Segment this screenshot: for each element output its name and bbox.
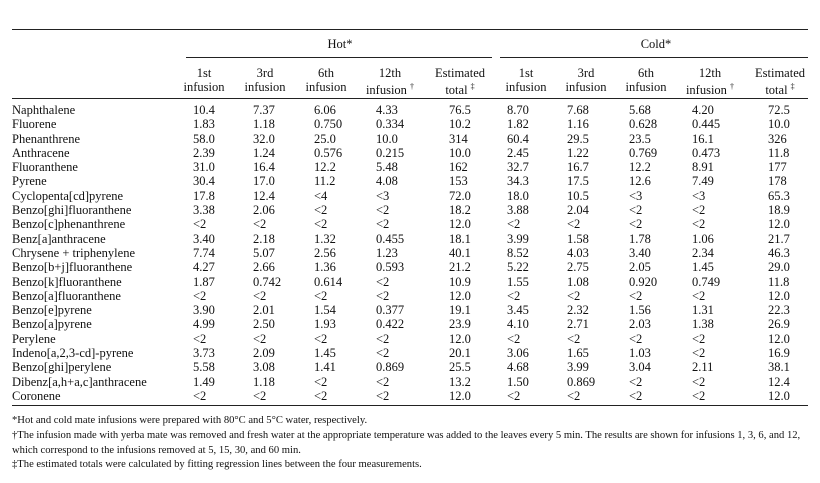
bottom-rule <box>12 405 808 406</box>
value-cell: 16.9 <box>768 346 790 361</box>
value-cell: 12.0 <box>768 217 790 232</box>
value-cell: 12.0 <box>449 331 471 346</box>
compound-name: Phenanthrene <box>12 131 81 146</box>
value-cell: 1.06 <box>692 231 714 246</box>
value-cell: 1.83 <box>193 117 215 132</box>
value-cell: 72.0 <box>449 188 471 203</box>
value-cell: 2.05 <box>629 260 651 275</box>
value-cell: 22.3 <box>768 303 790 318</box>
value-cell: 2.39 <box>193 145 215 160</box>
footnote-2: †The infusion made with yerba mate was removed and fresh water at the appropriate temperature was added to the leaves every 5 min. The results are shown for infusions 1, 3, 6, and 12, which correspond to the infusions removed at 5, 15, 30, and 60 min. <box>12 430 801 456</box>
value-cell: 162 <box>449 160 468 175</box>
table-row <box>12 346 815 360</box>
value-cell: <2 <box>567 288 581 303</box>
table-body <box>12 103 815 403</box>
value-cell: 21.2 <box>449 260 471 275</box>
value-cell: 19.1 <box>449 303 471 318</box>
cold-group-title: Cold* <box>640 37 672 51</box>
value-cell: 2.71 <box>567 317 589 332</box>
value-cell: <3 <box>692 188 706 203</box>
table-row <box>12 289 815 303</box>
value-cell: 1.45 <box>692 260 714 275</box>
value-cell: 177 <box>768 160 787 175</box>
value-cell: 30.4 <box>193 174 215 189</box>
value-cell: 10.0 <box>449 145 471 160</box>
value-cell: 0.334 <box>376 117 405 132</box>
value-cell: <2 <box>253 217 267 232</box>
value-cell: <2 <box>692 374 706 389</box>
value-cell: 40.1 <box>449 245 471 260</box>
cold-group-rule <box>500 57 808 58</box>
value-cell: 2.09 <box>253 346 275 361</box>
value-cell: 11.8 <box>768 145 790 160</box>
col-header-hot-12th: 12th infusion † <box>365 66 415 98</box>
value-cell: 12.4 <box>768 374 790 389</box>
value-cell: <2 <box>692 203 706 218</box>
value-cell: 4.08 <box>376 174 398 189</box>
value-cell: <2 <box>376 274 390 289</box>
value-cell: 1.49 <box>193 374 215 389</box>
value-cell: 0.445 <box>692 117 721 132</box>
value-cell: <2 <box>253 288 267 303</box>
value-cell: <2 <box>376 374 390 389</box>
col-header-cold-1st: 1st infusion <box>505 66 547 94</box>
value-cell: 0.750 <box>314 117 343 132</box>
col-header-hot-estimated: Estimated total ‡ <box>435 66 485 98</box>
value-cell: 26.9 <box>768 317 790 332</box>
value-cell: <2 <box>692 331 706 346</box>
value-cell: 1.58 <box>567 231 589 246</box>
value-cell: <2 <box>567 388 581 403</box>
value-cell: 18.1 <box>449 231 471 246</box>
value-cell: 0.869 <box>567 374 596 389</box>
value-cell: <2 <box>567 217 581 232</box>
compound-name: Fluoranthene <box>12 160 78 175</box>
value-cell: 326 <box>768 131 787 146</box>
value-cell: <2 <box>376 288 390 303</box>
value-cell: 2.06 <box>253 203 275 218</box>
table-row <box>12 246 815 260</box>
col-header-cold-estimated: Estimated total ‡ <box>755 66 805 98</box>
value-cell: <2 <box>567 331 581 346</box>
value-cell: 2.56 <box>314 245 336 260</box>
value-cell: <2 <box>376 203 390 218</box>
value-cell: 12.2 <box>314 160 336 175</box>
value-cell: 4.33 <box>376 103 398 117</box>
value-cell: 1.41 <box>314 360 336 375</box>
value-cell: 3.99 <box>507 231 529 246</box>
value-cell: 16.4 <box>253 160 275 175</box>
table-row <box>12 160 815 174</box>
value-cell: 10.2 <box>449 117 471 132</box>
value-cell: 0.377 <box>376 303 405 318</box>
value-cell: 0.628 <box>629 117 658 132</box>
value-cell: <2 <box>629 203 643 218</box>
value-cell: <2 <box>692 346 706 361</box>
value-cell: 18.0 <box>507 188 529 203</box>
value-cell: 4.10 <box>507 317 529 332</box>
value-cell: 153 <box>449 174 468 189</box>
value-cell: <2 <box>193 217 207 232</box>
compound-name: Indeno[a,2,3-cd]-pyrene <box>12 346 134 361</box>
value-cell: 23.5 <box>629 131 651 146</box>
value-cell: 3.90 <box>193 303 215 318</box>
value-cell: 1.32 <box>314 231 336 246</box>
value-cell: 11.2 <box>314 174 336 189</box>
value-cell: <2 <box>376 346 390 361</box>
value-cell: 2.34 <box>692 245 714 260</box>
value-cell: <2 <box>193 288 207 303</box>
value-cell: 20.1 <box>449 346 471 361</box>
value-cell: 10.0 <box>376 131 398 146</box>
value-cell: <3 <box>376 188 390 203</box>
value-cell: 29.5 <box>567 131 589 146</box>
value-cell: 3.45 <box>507 303 529 318</box>
value-cell: 5.22 <box>507 260 529 275</box>
compound-name: Perylene <box>12 331 56 346</box>
col-header-hot-3rd: 3rd infusion <box>244 66 286 94</box>
value-cell: <2 <box>507 288 521 303</box>
value-cell: <2 <box>629 217 643 232</box>
col-header-hot-1st: 1st infusion <box>183 66 225 94</box>
table-row <box>12 389 815 403</box>
compound-name: Benzo[k]fluoranthene <box>12 274 122 289</box>
compound-name: Benzo[e]pyrene <box>12 303 92 318</box>
value-cell: <2 <box>314 288 328 303</box>
value-cell: 21.7 <box>768 231 790 246</box>
compound-name: Benz[a]anthracene <box>12 231 106 246</box>
value-cell: 12.0 <box>768 331 790 346</box>
table-row <box>12 217 815 231</box>
value-cell: 0.614 <box>314 274 343 289</box>
value-cell: 5.58 <box>193 360 215 375</box>
value-cell: 1.18 <box>253 117 275 132</box>
value-cell: <2 <box>629 288 643 303</box>
value-cell: <2 <box>314 331 328 346</box>
value-cell: <2 <box>507 217 521 232</box>
value-cell: 4.27 <box>193 260 215 275</box>
top-rule <box>12 29 808 30</box>
value-cell: 10.5 <box>567 188 589 203</box>
value-cell: 7.74 <box>193 245 215 260</box>
value-cell: <2 <box>629 388 643 403</box>
header-rule <box>12 98 808 99</box>
col-header-cold-3rd: 3rd infusion <box>565 66 607 94</box>
footnote-3: ‡The estimated totals were calculated by fitting regression lines between the four measurements. <box>12 459 422 470</box>
value-cell: 1.24 <box>253 145 275 160</box>
value-cell: 4.03 <box>567 245 589 260</box>
table-row <box>12 317 815 331</box>
value-cell: 5.68 <box>629 103 651 117</box>
compound-name: Anthracene <box>12 145 70 160</box>
value-cell: <4 <box>314 188 328 203</box>
value-cell: 0.576 <box>314 145 343 160</box>
value-cell: 0.869 <box>376 360 405 375</box>
value-cell: 1.65 <box>567 346 589 361</box>
value-cell: 12.4 <box>253 188 275 203</box>
value-cell: 12.0 <box>768 388 790 403</box>
value-cell: 1.93 <box>314 317 336 332</box>
value-cell: 2.32 <box>567 303 589 318</box>
value-cell: 3.38 <box>193 203 215 218</box>
value-cell: 16.7 <box>567 160 589 175</box>
compound-name: Benzo[ghi]fluoranthene <box>12 203 132 218</box>
value-cell: 3.88 <box>507 203 529 218</box>
value-cell: 3.06 <box>507 346 529 361</box>
value-cell: 7.68 <box>567 103 589 117</box>
value-cell: 17.0 <box>253 174 275 189</box>
value-cell: 1.45 <box>314 346 336 361</box>
value-cell: 1.54 <box>314 303 336 318</box>
value-cell: <2 <box>314 203 328 218</box>
value-cell: 25.5 <box>449 360 471 375</box>
hot-group-rule <box>186 57 492 58</box>
value-cell: 10.9 <box>449 274 471 289</box>
value-cell: 10.4 <box>193 103 215 117</box>
value-cell: 3.04 <box>629 360 651 375</box>
value-cell: 178 <box>768 174 787 189</box>
value-cell: 23.9 <box>449 317 471 332</box>
value-cell: 16.1 <box>692 131 714 146</box>
value-cell: 1.23 <box>376 245 398 260</box>
col-header-cold-6th: 6th infusion <box>625 66 667 94</box>
table-row <box>12 203 815 217</box>
value-cell: 0.749 <box>692 274 721 289</box>
footnote-1: *Hot and cold mate infusions were prepared with 80°C and 5°C water, respectively. <box>12 415 368 426</box>
compound-name: Dibenz[a,h+a,c]anthracene <box>12 374 147 389</box>
value-cell: 2.04 <box>567 203 589 218</box>
value-cell: <2 <box>376 388 390 403</box>
value-cell: 7.37 <box>253 103 275 117</box>
compound-name: Benzo[a]fluoranthene <box>12 288 121 303</box>
value-cell: 32.7 <box>507 160 529 175</box>
table-row <box>12 146 815 160</box>
value-cell: 12.0 <box>449 288 471 303</box>
table-row <box>12 103 815 117</box>
value-cell: 2.50 <box>253 317 275 332</box>
value-cell: 18.9 <box>768 203 790 218</box>
col-header-cold-12th: 12th infusion † <box>685 66 735 98</box>
value-cell: 0.920 <box>629 274 658 289</box>
value-cell: 1.82 <box>507 117 529 132</box>
value-cell: 18.2 <box>449 203 471 218</box>
value-cell: 8.91 <box>692 160 714 175</box>
value-cell: 1.87 <box>193 274 215 289</box>
table-row <box>12 117 815 131</box>
value-cell: 10.0 <box>768 117 790 132</box>
value-cell: 6.06 <box>314 103 336 117</box>
compound-name: Coronene <box>12 388 61 403</box>
table-row <box>12 275 815 289</box>
value-cell: 1.22 <box>567 145 589 160</box>
value-cell: 17.5 <box>567 174 589 189</box>
value-cell: 3.99 <box>567 360 589 375</box>
value-cell: 12.6 <box>629 174 651 189</box>
col-header-hot-6th: 6th infusion <box>305 66 347 94</box>
table-row <box>12 360 815 374</box>
compound-name: Cyclopenta[cd]pyrene <box>12 188 124 203</box>
value-cell: 46.3 <box>768 245 790 260</box>
value-cell: 3.08 <box>253 360 275 375</box>
value-cell: 4.68 <box>507 360 529 375</box>
value-cell: 8.70 <box>507 103 529 117</box>
value-cell: 2.18 <box>253 231 275 246</box>
value-cell: 58.0 <box>193 131 215 146</box>
value-cell: 17.8 <box>193 188 215 203</box>
value-cell: 29.0 <box>768 260 790 275</box>
value-cell: <2 <box>507 331 521 346</box>
value-cell: 11.8 <box>768 274 790 289</box>
value-cell: <2 <box>507 388 521 403</box>
value-cell: 1.31 <box>692 303 714 318</box>
value-cell: 65.3 <box>768 188 790 203</box>
value-cell: 32.0 <box>253 131 275 146</box>
value-cell: 1.16 <box>567 117 589 132</box>
value-cell: <2 <box>314 217 328 232</box>
value-cell: 12.0 <box>449 388 471 403</box>
value-cell: 8.52 <box>507 245 529 260</box>
value-cell: 34.3 <box>507 174 529 189</box>
table-row <box>12 260 815 274</box>
table-row <box>12 303 815 317</box>
table-row <box>12 232 815 246</box>
value-cell: 1.50 <box>507 374 529 389</box>
value-cell: 0.455 <box>376 231 405 246</box>
value-cell: 60.4 <box>507 131 529 146</box>
value-cell: 0.742 <box>253 274 282 289</box>
value-cell: <2 <box>253 388 267 403</box>
value-cell: 314 <box>449 131 468 146</box>
value-cell: 1.55 <box>507 274 529 289</box>
value-cell: 12.2 <box>629 160 651 175</box>
value-cell: 4.99 <box>193 317 215 332</box>
value-cell: 4.20 <box>692 103 714 117</box>
compound-name: Benzo[a]pyrene <box>12 317 92 332</box>
value-cell: <2 <box>253 331 267 346</box>
value-cell: <2 <box>376 217 390 232</box>
value-cell: 2.66 <box>253 260 275 275</box>
value-cell: 2.03 <box>629 317 651 332</box>
value-cell: 0.422 <box>376 317 405 332</box>
value-cell: 1.36 <box>314 260 336 275</box>
value-cell: 0.473 <box>692 145 721 160</box>
table-row <box>12 174 815 188</box>
value-cell: 12.0 <box>449 217 471 232</box>
value-cell: 25.0 <box>314 131 336 146</box>
compound-name: Benzo[ghi]perylene <box>12 360 112 375</box>
value-cell: <2 <box>314 388 328 403</box>
value-cell: 1.38 <box>692 317 714 332</box>
compound-name: Fluorene <box>12 117 57 132</box>
value-cell: <3 <box>629 188 643 203</box>
value-cell: <2 <box>376 331 390 346</box>
value-cell: 2.75 <box>567 260 589 275</box>
value-cell: 5.48 <box>376 160 398 175</box>
compound-name: Naphthalene <box>12 103 76 117</box>
value-cell: 0.769 <box>629 145 658 160</box>
value-cell: 3.40 <box>193 231 215 246</box>
data-table <box>12 103 815 403</box>
value-cell: 13.2 <box>449 374 471 389</box>
table-row <box>12 189 815 203</box>
table-row <box>12 332 815 346</box>
value-cell: 31.0 <box>193 160 215 175</box>
value-cell: 2.11 <box>692 360 714 375</box>
value-cell: 7.49 <box>692 174 714 189</box>
value-cell: 0.593 <box>376 260 405 275</box>
hot-group-title: Hot* <box>327 37 353 51</box>
value-cell: <2 <box>629 331 643 346</box>
value-cell: <2 <box>314 374 328 389</box>
value-cell: <2 <box>193 388 207 403</box>
value-cell: 1.03 <box>629 346 651 361</box>
value-cell: 2.01 <box>253 303 275 318</box>
value-cell: 1.08 <box>567 274 589 289</box>
value-cell: 5.07 <box>253 245 275 260</box>
value-cell: 1.56 <box>629 303 651 318</box>
value-cell: <2 <box>692 388 706 403</box>
value-cell: 72.5 <box>768 103 790 117</box>
value-cell: 0.215 <box>376 145 405 160</box>
compound-name: Pyrene <box>12 174 47 189</box>
value-cell: <2 <box>692 288 706 303</box>
table-row <box>12 375 815 389</box>
value-cell: <2 <box>629 374 643 389</box>
compound-name: Benzo[c]phenanthrene <box>12 217 126 232</box>
value-cell: 1.18 <box>253 374 275 389</box>
value-cell: 38.1 <box>768 360 790 375</box>
value-cell: 12.0 <box>768 288 790 303</box>
compound-name: Chrysene + triphenylene <box>12 245 135 260</box>
compound-name: Benzo[b+j]fluoranthene <box>12 260 133 275</box>
value-cell: 1.78 <box>629 231 651 246</box>
value-cell: 76.5 <box>449 103 471 117</box>
value-cell: 3.73 <box>193 346 215 361</box>
value-cell: 2.45 <box>507 145 529 160</box>
value-cell: 3.40 <box>629 245 651 260</box>
value-cell: <2 <box>692 217 706 232</box>
table-row <box>12 132 815 146</box>
value-cell: <2 <box>193 331 207 346</box>
